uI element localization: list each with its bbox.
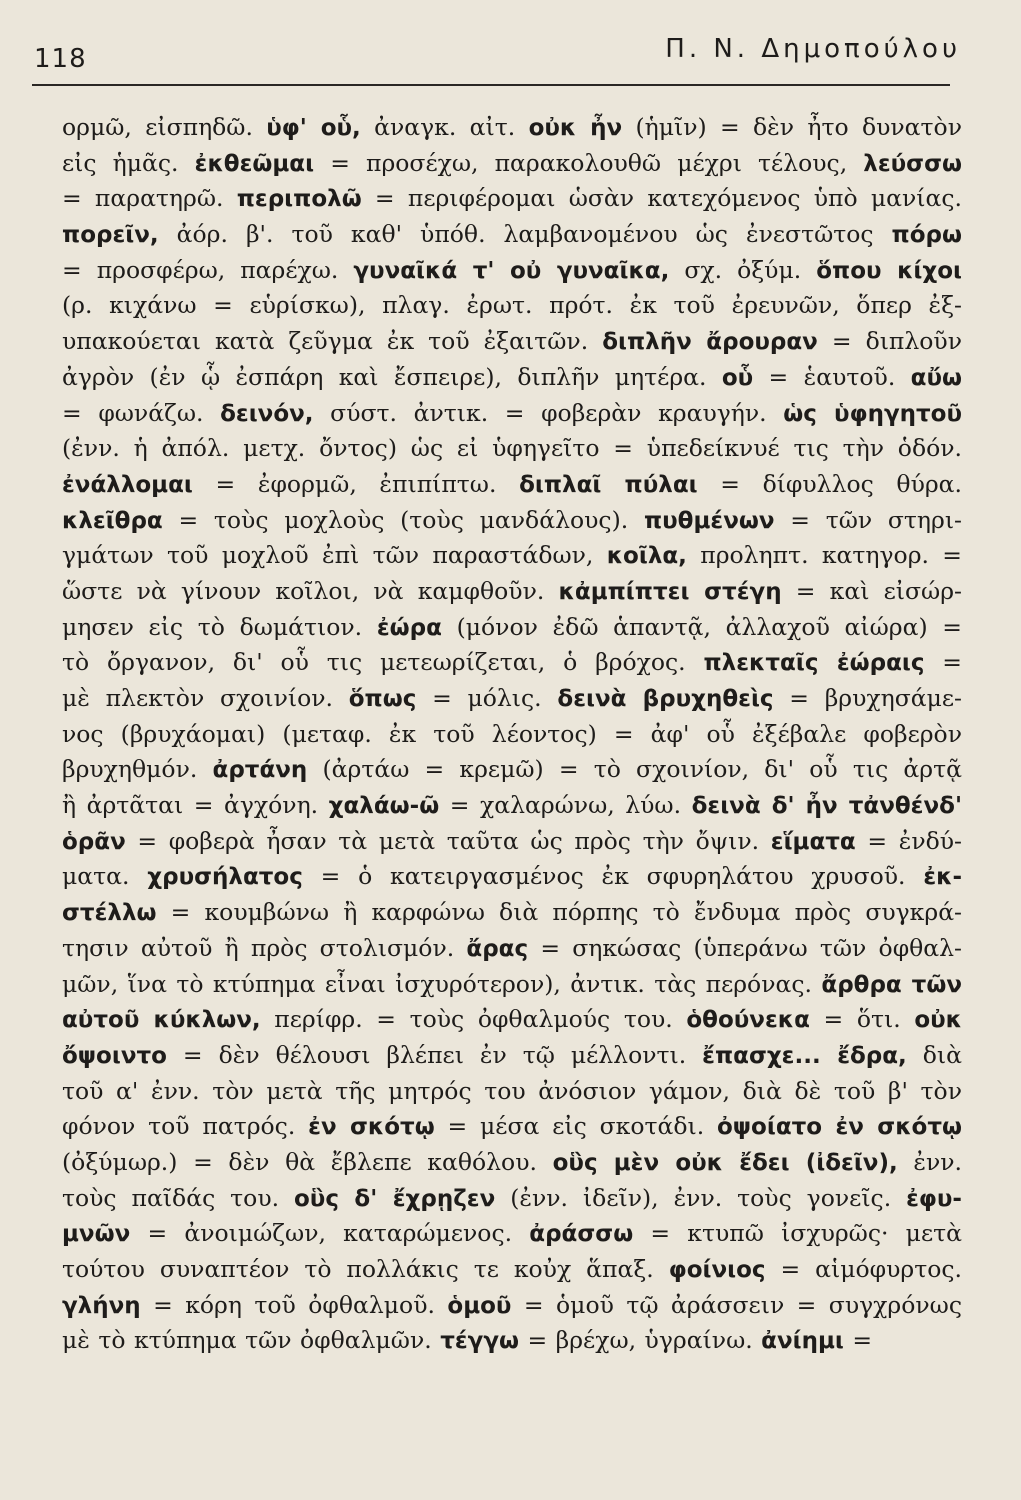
- text-line: [62, 360, 962, 396]
- text-line: [62, 1074, 962, 1110]
- gloss-text: = χαλαρώνω, λύω.: [439, 791, 692, 820]
- gloss-text: =: [924, 648, 963, 677]
- gloss-text: υπακούεται κατὰ ζεῦγμα ἐκ τοῦ ἐξαιτῶν.: [62, 327, 603, 356]
- headword: διπλαῖ πύλαι: [519, 471, 698, 498]
- headword: ἄρας: [466, 935, 529, 962]
- gloss-text: τοὺς παῖδάς του.: [62, 1183, 294, 1212]
- headword: οὓς δ' ἔχρῃζεν: [294, 1185, 496, 1212]
- text-line: [62, 1181, 962, 1217]
- gloss-text: = περιφέρομαι ὡσὰν κατεχόμενος ὑπὸ μανίας.: [361, 184, 962, 213]
- gloss-text: = προσφέρω, παρέχω.: [62, 255, 354, 284]
- gloss-text: ἐνν.: [897, 1147, 963, 1176]
- gloss-text: = δὲν θέλουσι βλέπει ἐν τῷ μέλλοντι.: [166, 1040, 703, 1069]
- gloss-text: = τῶν στηρι-: [774, 505, 962, 534]
- gloss-text: = κόρη τοῦ ὀφθαλμοῦ.: [140, 1290, 448, 1319]
- gloss-text: = ἑαυτοῦ.: [753, 362, 911, 391]
- headword: χρυσήλατος: [147, 864, 303, 891]
- gloss-text: = ἐνδύ-: [855, 826, 962, 855]
- running-head: Π. Ν. Δημοπούλου: [665, 34, 961, 64]
- gloss-text: = ἐφορμῶ, ἐπιπίπτω.: [192, 469, 520, 498]
- headword: ὅπως: [348, 686, 417, 712]
- gloss-text: τησιν αὐτοῦ ἢ πρὸς στολισμόν.: [62, 933, 467, 962]
- gloss-text: (ὀξύμωρ.) = δὲν θὰ ἔβλεπε καθόλου.: [62, 1147, 553, 1176]
- text-line: [62, 217, 962, 253]
- gloss-text: τούτου συναπτέον τὸ πολλάκις τε κοὐχ ἅπαξ.: [62, 1255, 669, 1283]
- gloss-text: γμάτων τοῦ μοχλοῦ ἐπὶ τῶν παραστάδων,: [62, 541, 607, 570]
- headword: γλήνη: [62, 1292, 141, 1319]
- gloss-text: = προσέχω, παρακολουθῶ μέχρι τέλους,: [314, 148, 864, 177]
- gloss-text: (ἐνν. ἡ ἀπόλ. μετχ. ὄντος) ὡς εἰ ὑφηγεῖτο = ὑπεδείκνυέ τις τὴν ὁδόν.: [62, 434, 962, 463]
- text-line: [62, 1002, 962, 1038]
- gloss-text: = ὁμοῦ τῷ ἀράσσειν = συγχρόνως: [511, 1290, 962, 1319]
- text-line: [62, 967, 962, 1003]
- headword: ἀρτάνη: [212, 757, 308, 784]
- headword: ἐν σκότῳ: [308, 1114, 435, 1141]
- headword: ὀψοίατο ἐν σκότῳ: [717, 1114, 963, 1141]
- gloss-text: σύστ. ἀντικ. = φοβερὰν κραυγήν.: [313, 398, 784, 427]
- headword: ὁθούνεκα: [686, 1007, 810, 1034]
- gloss-text: ματα.: [62, 862, 148, 891]
- gloss-text: περίφρ. = τοὺς ὀφθαλμούς του.: [260, 1005, 687, 1034]
- gloss-text: = φωνάζω.: [62, 398, 221, 427]
- text-line: [62, 681, 962, 717]
- headword: μνῶν: [62, 1221, 131, 1248]
- headword: ἔπασχε... ἔδρα,: [702, 1042, 907, 1069]
- headword: οὗ: [721, 364, 754, 391]
- gloss-text: = καὶ εἰσώρ-: [781, 576, 962, 605]
- text-line: [62, 431, 962, 467]
- text-line: [62, 931, 962, 967]
- gloss-text: ἢ ἀρτᾶται = ἀγχόνη.: [62, 791, 329, 820]
- headword: φοίνιος: [668, 1257, 766, 1283]
- headword: κἀμπίπτει στέγη: [558, 578, 782, 605]
- text-line: [62, 538, 962, 574]
- gloss-text: = βρυχησάμε-: [773, 684, 963, 712]
- gloss-text: τὸ ὄργανον, δι' οὗ τις μετεωρίζεται, ὁ βρόχος.: [62, 648, 704, 677]
- gloss-text: = δίφυλλος θύρα.: [697, 469, 963, 498]
- text-line: [62, 1109, 962, 1145]
- headword: ἐκ-: [923, 864, 963, 891]
- headword: ὁρᾶν: [62, 828, 126, 855]
- headword: διπλῆν ἄρουραν: [602, 329, 818, 356]
- gloss-text: τοῦ α' ἐνν. τὸν μετὰ τῆς μητρός του ἀνόσιον γάμον, διὰ δὲ τοῦ β' τὸν: [62, 1076, 962, 1105]
- headword: πόρω: [891, 222, 962, 249]
- gloss-text: = διπλοῦν: [817, 327, 962, 356]
- headword: πορεῖν,: [62, 222, 159, 249]
- headword: ἐώρα: [376, 614, 442, 641]
- gloss-text: μῶν, ἵνα τὸ κτύπημα εἶναι ἰσχυρότερον), ἀντικ. τὰς περόνας.: [62, 969, 822, 998]
- headword: ἄρθρα τῶν: [821, 971, 962, 998]
- gloss-text: = κουμβώνω ἢ καρφώνω διὰ πόρπης τὸ ἔνδυμα πρὸς συγκρά-: [156, 898, 962, 927]
- page-number: 118: [34, 44, 87, 74]
- gloss-text: ὥστε νὰ γίνουν κοῖλοι, νὰ καμφθοῦν.: [62, 576, 559, 605]
- text-line: [62, 895, 962, 931]
- headword: ὡς ὑφηγητοῦ: [783, 400, 962, 427]
- gloss-text: (ἐνν. ἰδεῖν), ἐνν. τοὺς γονεῖς.: [495, 1183, 907, 1212]
- text-line: [62, 1288, 962, 1324]
- gloss-text: = μόλις.: [416, 684, 558, 712]
- headword: δεινὰ δ' ἦν τἀνθένδ': [691, 793, 962, 820]
- text-line: [62, 396, 962, 432]
- text-line: [62, 752, 962, 788]
- headword: κοῖλα,: [606, 543, 687, 570]
- headword: ἐνάλλομαι: [62, 471, 193, 498]
- text-line: [62, 467, 962, 503]
- gloss-text: (ρ. κιχάνω = εὑρίσκω), πλαγ. ἐρωτ. πρότ. ἐκ τοῦ ἐρευνῶν, ὅπερ ἐξ-: [62, 291, 962, 320]
- headword: γυναῖκά τ' οὐ γυναῖκα,: [353, 257, 670, 284]
- gloss-text: ἀόρ. β'. τοῦ καθ' ὑπόθ. λαμβανομένου ὡς ἐνεστῶτος: [158, 220, 892, 249]
- headword: ὄψοιντο: [62, 1042, 167, 1069]
- headword: ἐφυ-: [906, 1185, 962, 1212]
- gloss-text: φόνον τοῦ πατρός.: [62, 1112, 309, 1141]
- gloss-text: (μόνον ἐδῶ ἁπαντᾷ, ἀλλαχοῦ αἰώρα) =: [441, 612, 962, 641]
- text-line: [62, 110, 962, 146]
- gloss-text: (ἀρτάω = κρεμῶ) = τὸ σχοινίον, δι' οὗ τις ἀρτᾷ: [307, 755, 962, 784]
- gloss-text: = σηκώσας (ὑπεράνω τῶν ὀφθαλ-: [528, 933, 962, 962]
- text-line: [62, 253, 962, 289]
- text-line: [62, 1145, 962, 1181]
- gloss-text: = βρέχω, ὑγραίνω.: [519, 1326, 762, 1355]
- gloss-text: = ὅτι.: [809, 1005, 915, 1034]
- gloss-text: = παρατηρῶ.: [62, 184, 237, 213]
- text-line: [62, 324, 962, 360]
- text-line: [62, 859, 962, 895]
- headword: εἵματα: [770, 828, 856, 855]
- headword: κλεῖθρα: [62, 507, 163, 534]
- gloss-text: = τοὺς μοχλοὺς (τοὺς μανδάλους).: [162, 505, 644, 534]
- gloss-text: μὲ τὸ κτύπημα τῶν ὀφθαλμῶν.: [62, 1326, 441, 1355]
- text-line: [62, 503, 962, 539]
- headword: αὐτοῦ κύκλων,: [62, 1007, 261, 1034]
- gloss-text: = αἱμόφυρτος.: [765, 1255, 962, 1283]
- headword: αὔω: [910, 364, 962, 391]
- text-line: [62, 1252, 962, 1288]
- gloss-text: ἀναγκ. αἰτ.: [360, 113, 529, 141]
- text-line: [62, 146, 962, 182]
- headword: τέγγω: [440, 1328, 519, 1355]
- gloss-text: προληπτ. κατηγορ. =: [686, 541, 963, 570]
- glossary-text: [62, 110, 962, 1359]
- headword: ἀράσσω: [529, 1221, 634, 1248]
- gloss-text: βρυχηθμόν.: [62, 755, 213, 784]
- headword: οὐκ: [914, 1007, 962, 1034]
- text-line: [62, 824, 962, 860]
- gloss-text: = ὁ κατειργασμένος ἐκ σφυρηλάτου χρυσοῦ.: [302, 862, 924, 891]
- headword: περιπολῶ: [236, 186, 362, 213]
- gloss-text: = μέσα εἰς σκοτάδι.: [434, 1112, 717, 1141]
- headword: στέλλω: [62, 900, 157, 927]
- headword: οὐκ ἦν: [528, 115, 623, 141]
- gloss-text: = φοβερὰ ἦσαν τὰ μετὰ ταῦτα ὡς πρὸς τὴν ὄψιν.: [125, 826, 771, 855]
- gloss-text: = ἀνοιμώζων, καταρώμενος.: [130, 1219, 530, 1248]
- headword: δεινόν,: [220, 400, 314, 427]
- gloss-text: εἰς ἡμᾶς.: [62, 148, 195, 177]
- gloss-text: =: [843, 1326, 873, 1355]
- text-line: [62, 181, 962, 217]
- gloss-text: διὰ: [906, 1040, 962, 1069]
- gloss-text: (ἡμῖν) = δὲν ἦτο δυνατὸν: [622, 113, 962, 141]
- headword: πυθμένων: [643, 507, 775, 534]
- text-line: [62, 610, 962, 646]
- text-line: [62, 574, 962, 610]
- text-line: [62, 1216, 962, 1252]
- gloss-text: ορμῶ, εἰσπηδῶ.: [62, 113, 267, 141]
- headword: ἀνίημι: [761, 1328, 844, 1355]
- text-line: [62, 645, 962, 681]
- gloss-text: = κτυπῶ ἰσχυρῶς· μετὰ: [633, 1219, 962, 1248]
- gloss-text: μὲ πλεκτὸν σχοινίον.: [62, 684, 349, 712]
- text-line: [62, 288, 962, 324]
- text-line: [62, 717, 962, 753]
- headword: πλεκταῖς ἐώραις: [703, 650, 925, 677]
- headword: δεινὰ βρυχηθεὶς: [557, 686, 774, 712]
- headword: ὅπου κίχοι: [816, 257, 962, 284]
- text-line: [62, 1323, 962, 1359]
- gloss-text: σχ. ὀξύμ.: [669, 255, 817, 284]
- gloss-text: νος (βρυχάομαι) (μεταφ. ἐκ τοῦ λέοντος) = ἀφ' οὗ ἐξέβαλε φοβερὸν: [62, 719, 962, 748]
- headword: οὓς μὲν οὐκ ἔδει (ἰδεῖν),: [552, 1149, 898, 1176]
- headword: ἐκθεῶμαι: [194, 150, 315, 177]
- text-line: [62, 1038, 962, 1074]
- headword: ὑφ' οὗ,: [266, 115, 361, 141]
- text-line: [62, 788, 962, 824]
- headword: λεύσσω: [863, 150, 962, 177]
- gloss-text: μησεν εἰς τὸ δωμάτιον.: [62, 612, 377, 641]
- headword: χαλάω-ῶ: [328, 793, 440, 820]
- gloss-text: ἀγρὸν (ἐν ᾧ ἐσπάρη καὶ ἔσπειρε), διπλῆν μητέρα.: [62, 362, 722, 391]
- headword: ὁμοῦ: [447, 1292, 512, 1319]
- header-rule: [32, 84, 950, 86]
